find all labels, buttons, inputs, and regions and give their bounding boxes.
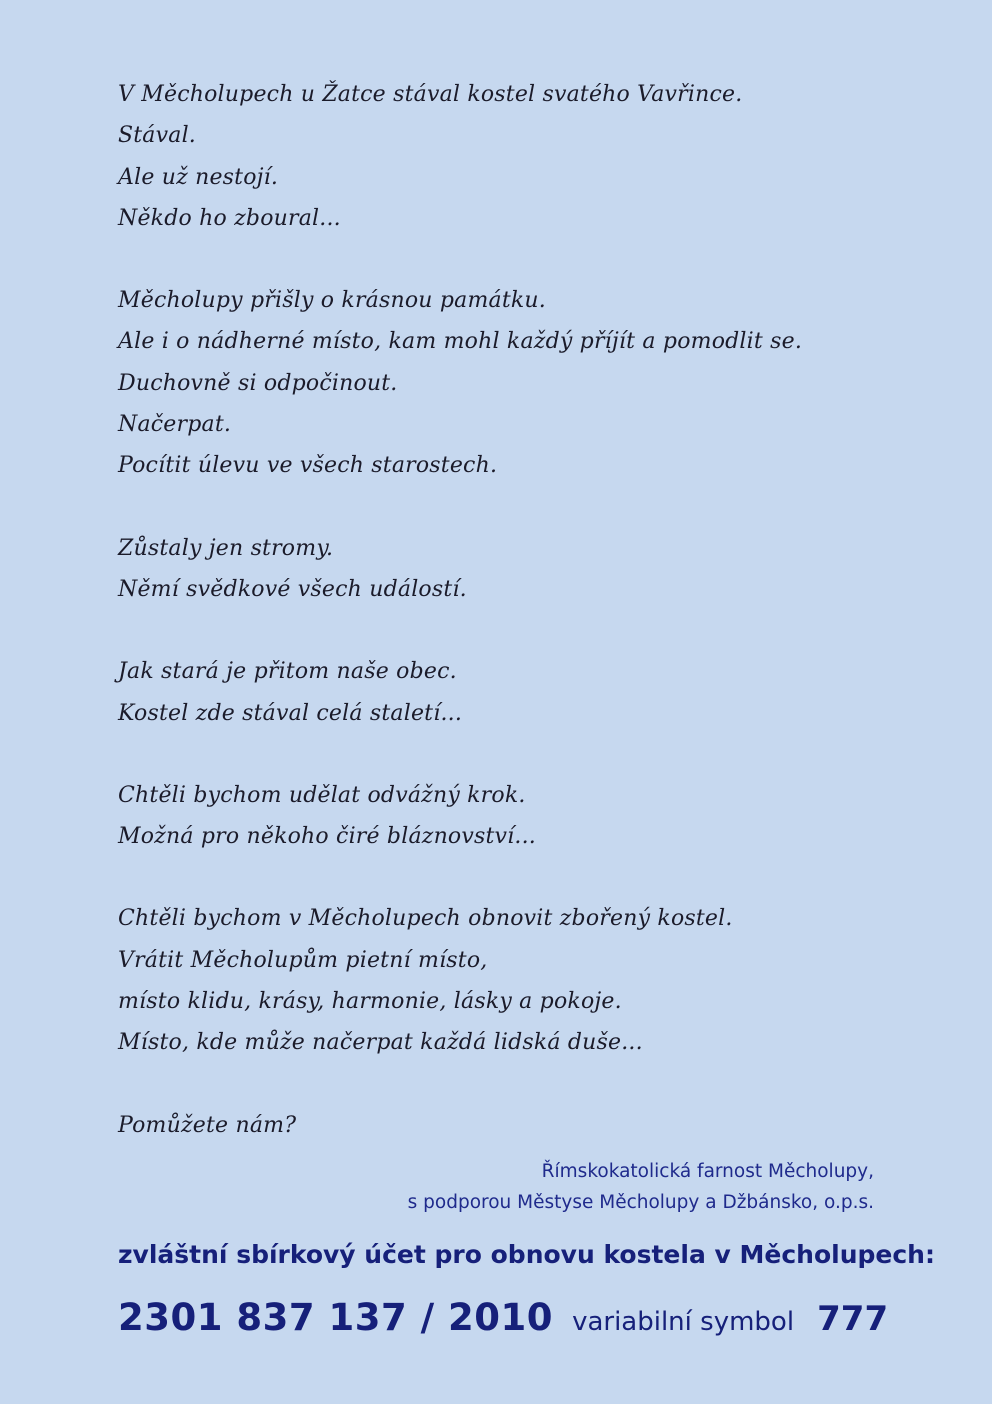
poem-line: Chtěli bychom udělat odvážný krok. xyxy=(118,782,526,808)
poem-line: Pocítit úlevu ve všech starostech. xyxy=(118,453,498,479)
poem-line: Ale i o nádherné místo, kam mohl každý příjít a pomodlit se. xyxy=(118,329,803,355)
stanza-7 xyxy=(118,1105,918,1146)
poem-line: Vrátit Měcholupům pietní místo, xyxy=(118,947,488,973)
stanza-4 xyxy=(118,651,918,734)
signature-parish: Římskokatolická farnost Měcholupy, xyxy=(541,1161,874,1182)
poem-line: V Měcholupech u Žatce stával kostel svatého Vavřince. xyxy=(118,82,743,107)
poem-line: Stával. xyxy=(118,123,197,149)
stanza-1 xyxy=(118,74,918,239)
poem-line: Načerpat. xyxy=(118,412,232,438)
poem-line: Měcholupy přišly o krásnou památku. xyxy=(118,288,546,314)
poem-line: Kostel zde stával celá staletí... xyxy=(118,700,463,726)
account-row xyxy=(118,1296,888,1339)
poem-line: Zůstaly jen stromy. xyxy=(118,535,334,561)
poem-line: Možná pro někoho čiré bláznovství... xyxy=(118,824,536,850)
stanza-6 xyxy=(118,898,918,1063)
poem-line: Duchovně si odpočinout. xyxy=(118,370,398,396)
signature xyxy=(408,1156,874,1218)
poem-line: Ale už nestojí. xyxy=(118,164,279,190)
variable-symbol-value: 777 xyxy=(817,1299,889,1339)
poem-line: Někdo ho zboural... xyxy=(118,205,341,231)
account-number: 2301 837 137 / 2010 xyxy=(118,1296,553,1339)
poem-line: Jak stará je přitom naše obec. xyxy=(118,659,457,685)
poem-line: Chtěli bychom v Měcholupech obnovit zbořený kostel. xyxy=(118,906,733,932)
variable-symbol-label: variabilní symbol xyxy=(572,1307,795,1337)
stanza-2 xyxy=(118,280,918,486)
poem-line: Pomůžete nám? xyxy=(118,1112,297,1138)
poem-line: Němí svědkové všech událostí. xyxy=(118,576,467,602)
poem xyxy=(118,74,918,1187)
stanza-5 xyxy=(118,775,918,858)
poem-line: místo klidu, krásy, harmonie, lásky a pokoje. xyxy=(118,989,622,1015)
stanza-3 xyxy=(118,528,918,611)
poem-line: Místo, kde může načerpat každá lidská duše... xyxy=(118,1030,643,1056)
signature-support: s podporou Městyse Měcholupy a Džbánsko, o.p.s. xyxy=(407,1192,874,1213)
account-title: zvláštní sbírkový účet pro obnovu kostela v Měcholupech: xyxy=(118,1240,935,1269)
